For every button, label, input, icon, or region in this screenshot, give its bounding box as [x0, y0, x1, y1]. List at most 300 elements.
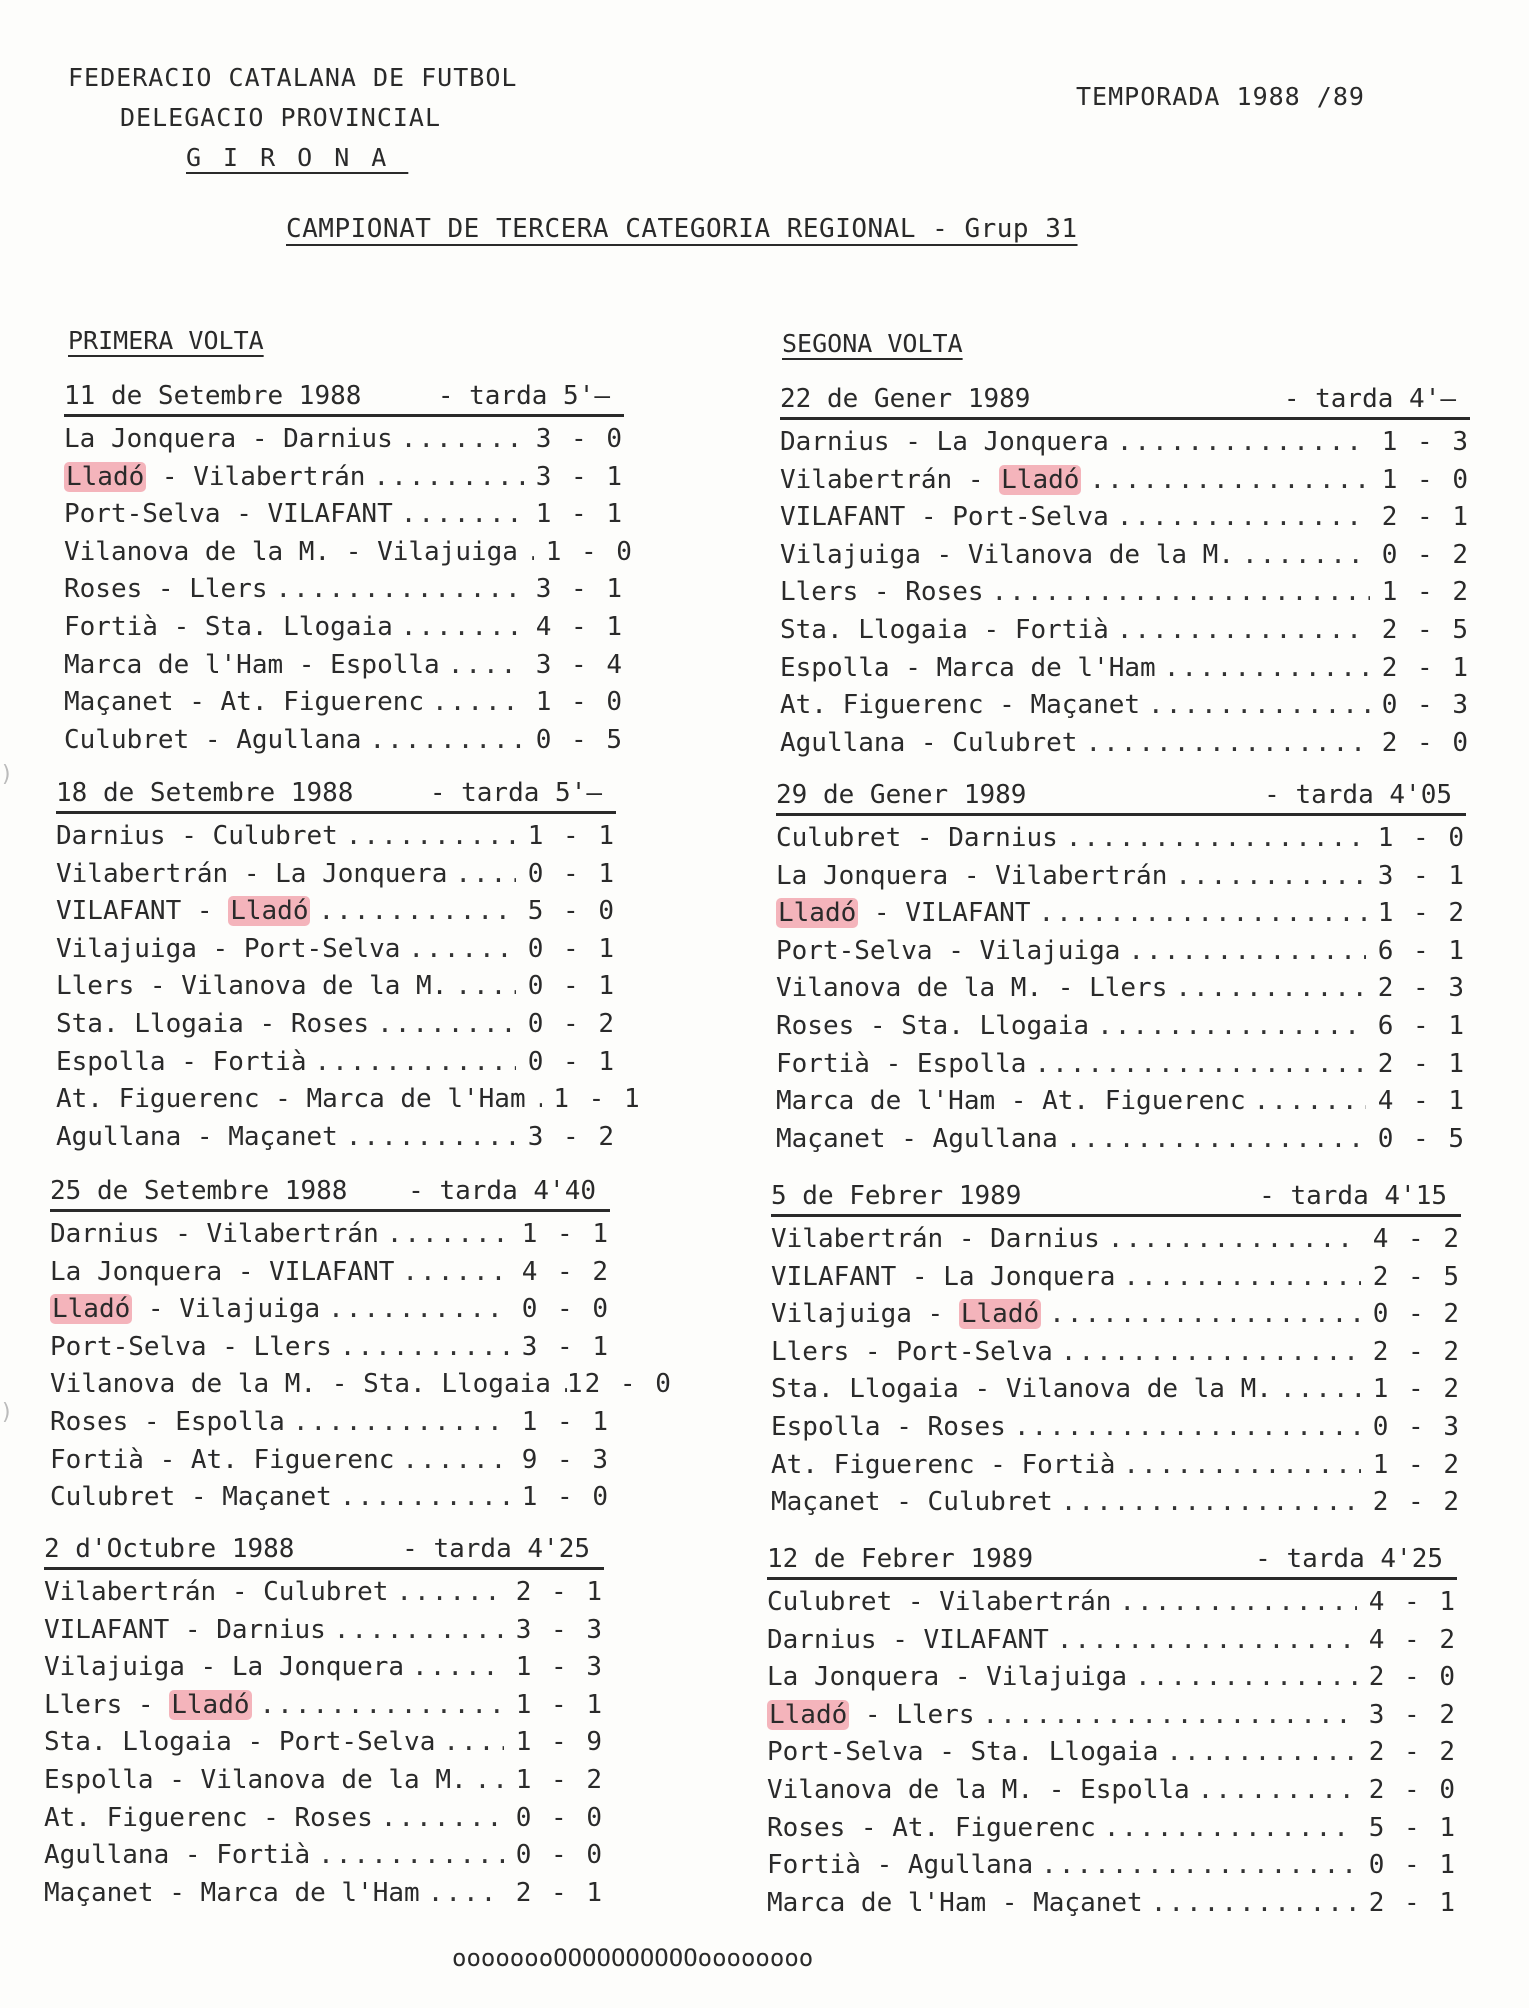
team-name: Vilabertrán: [780, 464, 953, 495]
championship-title: CAMPIONAT DE TERCERA CATEGORIA REGIONAL - Grup 31: [286, 214, 1078, 244]
team-name: La Jonquera: [943, 1261, 1116, 1292]
match-score: 12 - 0: [566, 1369, 673, 1400]
match-teams: Llers - Vilanova de la M.: [56, 971, 448, 1002]
match-teams: La Jonquera - Vilabertrán: [776, 860, 1168, 891]
dot-leader: [1234, 537, 1370, 575]
team-name: Sta. Llogaia: [204, 611, 393, 642]
match-score: 2 - 1: [1377, 1048, 1466, 1079]
match-score: 0 - 1: [527, 971, 616, 1002]
match-score: 4 - 1: [1377, 1086, 1466, 1117]
team-name: Sta. Llogaia: [44, 1727, 232, 1758]
match-teams: Vilabertrán - La Jonquera: [56, 858, 448, 889]
match-row: [56, 968, 616, 1006]
team-name: Maçanet: [64, 687, 174, 718]
match-row: [767, 1885, 1457, 1923]
round-block: [776, 779, 1466, 1158]
team-name: Darnius: [216, 1614, 326, 1645]
match-score: 4 - 2: [1368, 1624, 1457, 1655]
match-teams: Agullana - Fortià: [44, 1840, 311, 1871]
dot-leader: [379, 1216, 510, 1254]
match-teams: La Jonquera - Vilajuiga: [767, 1662, 1128, 1693]
match-score: 2 - 0: [1368, 1662, 1457, 1693]
match-row: [56, 1006, 616, 1044]
team-name: Maçanet: [776, 1123, 886, 1154]
match-row: [776, 1046, 1466, 1084]
team-name: Sta. Llogaia: [780, 614, 968, 645]
team-name: Marca de l'Ham: [200, 1877, 420, 1908]
match-row: [780, 424, 1470, 462]
match-teams: Agullana - Maçanet: [56, 1121, 338, 1152]
match-row: [780, 574, 1470, 612]
match-teams: Lladó - Llers: [769, 1699, 975, 1730]
match-teams: Roses - Sta. Llogaia: [776, 1010, 1090, 1041]
match-score: 1 - 3: [1381, 427, 1470, 457]
match-score: 1 - 1: [535, 499, 624, 530]
match-score: 1 - 2: [1372, 1449, 1461, 1480]
match-score: 0 - 1: [527, 858, 616, 889]
round-header: [771, 1180, 1461, 1217]
match-teams: Sta. Llogaia - Fortià: [780, 614, 1109, 645]
round-header: [56, 777, 616, 814]
match-score: 1 - 0: [521, 1482, 610, 1513]
match-row: [776, 1083, 1466, 1121]
team-name: Fortià: [1021, 1449, 1116, 1480]
dot-leader: [1115, 1447, 1361, 1485]
match-teams: At. Figuerenc - Maçanet: [780, 690, 1141, 721]
match-score: 1 - 0: [1377, 823, 1466, 853]
dot-leader: [338, 818, 516, 856]
match-teams: Marca de l'Ham - Espolla: [64, 649, 440, 680]
match-teams: Maçanet - Agullana: [776, 1123, 1058, 1154]
team-name-highlighted: Lladó: [52, 1294, 131, 1325]
dot-leader: [420, 1875, 504, 1913]
match-teams: Sta. Llogaia - Port-Selva: [44, 1727, 436, 1758]
match-score: 2 - 5: [1381, 614, 1470, 645]
match-row: [767, 1847, 1457, 1885]
dot-leader: [268, 571, 524, 609]
match-row: [64, 496, 624, 534]
match-row: [767, 1810, 1457, 1848]
team-name: Maçanet: [222, 1482, 332, 1513]
match-row: [767, 1697, 1457, 1735]
dot-leader: [1077, 725, 1370, 763]
dot-leader: [306, 1044, 516, 1082]
team-name: Llers: [780, 577, 859, 608]
match-teams: Sta. Llogaia - Roses: [56, 1008, 370, 1039]
match-teams: Darnius - VILAFANT: [767, 1624, 1049, 1655]
team-name: VILAFANT: [923, 1624, 1049, 1655]
match-score: 0 - 1: [527, 933, 616, 964]
match-score: 0 - 3: [1372, 1411, 1461, 1442]
match-score: 1 - 0: [545, 536, 634, 567]
team-name: Agullana: [56, 1121, 182, 1152]
dot-leader: [393, 496, 524, 534]
dot-leader: [1109, 612, 1370, 650]
match-teams: Vilabertrán - Culubret: [44, 1577, 389, 1607]
match-score: 1 - 2: [515, 1764, 604, 1795]
match-score: 9 - 3: [521, 1444, 610, 1475]
team-name: Roses: [927, 1411, 1006, 1442]
team-name: Vilajuiga: [771, 1299, 912, 1330]
dot-leader: [435, 1724, 504, 1762]
match-row: [780, 687, 1470, 725]
match-row: [50, 1329, 610, 1367]
team-name: Roses: [905, 577, 984, 608]
dot-leader: [393, 421, 524, 459]
team-name: Llers: [253, 1331, 332, 1362]
match-row: [64, 421, 624, 459]
round-time: - tarda 4'15: [1259, 1181, 1447, 1211]
match-teams: At. Figuerenc - Marca de l'Ham: [56, 1084, 526, 1115]
dot-leader: [332, 1479, 510, 1517]
match-score: 0 - 3: [1381, 690, 1470, 721]
match-score: 1 - 1: [553, 1084, 642, 1115]
match-teams: La Jonquera - VILAFANT: [50, 1256, 395, 1287]
dot-leader: [1058, 820, 1366, 858]
dot-leader: [518, 534, 534, 572]
match-row: [44, 1800, 604, 1838]
match-teams: Port-Selva - Vilajuiga: [776, 935, 1121, 966]
match-teams: Llers - Lladó: [44, 1689, 250, 1720]
round-date: 18 de Setembre 1988: [56, 778, 354, 808]
match-score: 1 - 9: [515, 1727, 604, 1758]
match-score: 2 - 0: [1381, 727, 1470, 758]
dot-leader: [1272, 1371, 1361, 1409]
team-name: Culubret: [952, 727, 1078, 758]
round-date: 29 de Gener 1989: [776, 780, 1027, 810]
dot-leader: [1100, 1221, 1361, 1259]
round-time: - tarda 5'—: [437, 381, 610, 411]
match-row: [776, 970, 1466, 1008]
team-name: At. Figuerenc: [220, 687, 425, 718]
match-teams: Culubret - Agullana: [64, 724, 362, 755]
match-score: 3 - 0: [535, 424, 624, 454]
match-score: 1 - 0: [1381, 464, 1470, 495]
match-teams: Vilajuiga - Port-Selva: [56, 933, 401, 964]
team-name: Darnius: [283, 424, 393, 454]
dot-leader: [369, 1006, 516, 1044]
match-row: [56, 1119, 616, 1157]
match-teams: Lladó - Vilabertrán: [66, 461, 366, 492]
match-score: 1 - 1: [521, 1219, 610, 1249]
match-score: 2 - 1: [515, 1577, 604, 1607]
team-name: Fortià: [1014, 614, 1109, 645]
match-teams: Fortià - Espolla: [776, 1048, 1027, 1079]
match-row: [776, 933, 1466, 971]
match-row: [776, 1008, 1466, 1046]
round-block: [771, 1180, 1461, 1522]
round-time: - tarda 4'25: [1255, 1544, 1443, 1574]
match-teams: Espolla - Vilanova de la M.: [44, 1764, 467, 1795]
match-row: [780, 612, 1470, 650]
team-name: Espolla: [1080, 1774, 1190, 1805]
round-block: [767, 1543, 1457, 1922]
team-name: Fortià: [64, 611, 158, 642]
dot-leader: [394, 1254, 510, 1292]
team-name: Darnius: [948, 823, 1058, 853]
match-score: 2 - 2: [1372, 1487, 1461, 1518]
match-row: [44, 1574, 604, 1612]
match-score: 1 - 2: [1372, 1374, 1461, 1405]
team-name: La Jonquera: [936, 427, 1109, 457]
team-name: Llers: [771, 1336, 850, 1367]
team-name: Culubret: [263, 1577, 389, 1607]
match-score: 0 - 0: [515, 1840, 604, 1871]
team-name: At. Figuerenc: [1042, 1086, 1246, 1117]
team-name: Vilabertrán: [771, 1224, 944, 1254]
team-name: Culubret: [767, 1587, 893, 1617]
match-score: 6 - 1: [1377, 935, 1466, 966]
round-time: - tarda 5'—: [429, 778, 602, 808]
match-row: [50, 1216, 610, 1254]
team-name-highlighted: Lladó: [66, 461, 145, 492]
match-teams: Vilanova de la M. - Vilajuiga: [64, 536, 518, 567]
dot-leader: [404, 1649, 504, 1687]
match-score: 6 - 1: [1377, 1010, 1466, 1041]
round-date: 22 de Gener 1989: [780, 384, 1031, 414]
team-name: Vilabertrán: [44, 1577, 217, 1607]
match-row: [771, 1484, 1461, 1522]
team-name: Roses: [50, 1406, 129, 1437]
match-score: 3 - 3: [515, 1614, 604, 1645]
match-row: [771, 1371, 1461, 1409]
match-row: [64, 571, 624, 609]
match-teams: VILAFANT - Darnius: [44, 1614, 326, 1645]
match-teams: Vilanova de la M. - Llers: [776, 973, 1168, 1004]
match-teams: Maçanet - Culubret: [771, 1487, 1053, 1518]
match-teams: Vilajuiga - Lladó: [771, 1299, 1040, 1330]
match-score: 1 - 2: [1381, 577, 1470, 608]
team-name: Fortià: [767, 1850, 861, 1881]
dot-leader: [1081, 462, 1370, 500]
team-name: Vilajuiga: [979, 935, 1121, 966]
round-time: - tarda 4'—: [1283, 384, 1456, 414]
team-name-highlighted: Lladó: [171, 1689, 250, 1720]
match-row: [64, 459, 624, 497]
match-row: [767, 1622, 1457, 1660]
team-name: Maçanet: [228, 1121, 338, 1152]
team-name: Culubret: [776, 823, 902, 853]
team-name: Fortià: [50, 1444, 144, 1475]
match-teams: Darnius - La Jonquera: [780, 427, 1109, 457]
match-teams: Espolla - Fortià: [56, 1046, 307, 1077]
dot-leader: [424, 684, 524, 722]
match-score: 0 - 1: [527, 1046, 616, 1077]
match-score: 3 - 4: [535, 649, 624, 680]
team-name: Darnius: [990, 1224, 1100, 1254]
team-name: Port-Selva: [952, 502, 1109, 533]
team-name: Vilanova de la M.: [200, 1764, 467, 1795]
round-date: 25 de Setembre 1988: [50, 1176, 348, 1206]
team-name: VILAFANT: [780, 502, 906, 533]
team-name: Marca de l'Ham: [64, 649, 284, 680]
match-row: [771, 1221, 1461, 1259]
match-score: 4 - 2: [1372, 1224, 1461, 1254]
match-score: 2 - 1: [515, 1877, 604, 1908]
match-row: [56, 818, 616, 856]
match-teams: Llers - Port-Selva: [771, 1336, 1053, 1367]
match-teams: Port-Selva - Sta. Llogaia: [767, 1737, 1159, 1768]
team-name-highlighted: Lladó: [1001, 464, 1080, 495]
dot-leader: [393, 609, 524, 647]
team-name: VILAFANT: [44, 1614, 170, 1645]
team-name: Darnius: [780, 427, 890, 457]
team-name: Vilanova de la M.: [776, 973, 1043, 1004]
match-teams: Port-Selva - VILAFANT: [64, 499, 393, 530]
team-name: Vilajuiga: [179, 1294, 321, 1325]
team-name: Espolla: [330, 649, 440, 680]
match-score: 0 - 1: [1368, 1850, 1457, 1881]
match-teams: Roses - Llers: [64, 574, 268, 605]
dot-leader: [400, 931, 516, 969]
team-name: Agullana: [932, 1123, 1058, 1154]
match-row: [780, 499, 1470, 537]
match-score: 2 - 5: [1372, 1261, 1461, 1292]
match-score: 3 - 2: [1368, 1699, 1457, 1730]
match-score: 2 - 2: [1372, 1336, 1461, 1367]
team-name: VILAFANT: [267, 499, 393, 530]
dot-leader: [1053, 1334, 1361, 1372]
match-score: 4 - 1: [535, 611, 624, 642]
dot-leader: [1053, 1484, 1361, 1522]
match-row: [771, 1447, 1461, 1485]
team-name: Fortià: [216, 1840, 311, 1871]
match-teams: Maçanet - At. Figuerenc: [64, 687, 425, 718]
team-name: Agullana: [907, 1850, 1034, 1881]
team-name: Vilabertrán: [939, 1587, 1112, 1617]
match-row: [780, 537, 1470, 575]
team-name: Vilanova de la M.: [767, 1774, 1034, 1805]
dot-leader: [526, 1081, 542, 1119]
match-row: [767, 1659, 1457, 1697]
dot-leader: [1127, 1659, 1357, 1697]
round-time: - tarda 4'40: [408, 1176, 596, 1206]
match-teams: Espolla - Roses: [771, 1411, 1006, 1442]
team-name: Vilabertrán: [56, 858, 229, 889]
team-name: At. Figuerenc: [56, 1084, 260, 1115]
team-name: Vilajuiga: [56, 933, 197, 964]
federation-name: FEDERACIO CATALANA DE FUTBOL: [68, 63, 518, 92]
match-row: [776, 820, 1466, 858]
team-name: Espolla: [916, 1048, 1027, 1079]
dot-leader: [551, 1366, 567, 1404]
match-score: 2 - 2: [1368, 1737, 1457, 1768]
team-name: Culubret: [64, 724, 190, 755]
dot-leader: [1167, 970, 1366, 1008]
match-score: 2 - 1: [1381, 502, 1470, 533]
team-name: Vilanova de la M.: [64, 536, 331, 567]
match-teams: Vilabertrán - Darnius: [771, 1224, 1100, 1254]
match-score: 0 - 5: [535, 724, 624, 755]
team-name: At. Figuerenc: [771, 1449, 975, 1480]
team-name: Roses: [290, 1008, 370, 1039]
dot-leader: [338, 1119, 516, 1157]
match-teams: VILAFANT - La Jonquera: [771, 1261, 1116, 1292]
team-name: Culubret: [50, 1482, 176, 1513]
match-score: 1 - 1: [515, 1689, 604, 1720]
match-score: 1 - 1: [527, 821, 616, 851]
season-label: TEMPORADA 1988 /89: [1076, 82, 1365, 111]
team-name: Vilabertrán: [206, 1219, 379, 1249]
dot-leader: [1115, 1259, 1361, 1297]
round-date: 2 d'Octubre 1988: [44, 1534, 295, 1564]
team-name: Llers: [1089, 973, 1168, 1004]
team-name: Espolla: [771, 1411, 881, 1442]
team-name: VILAFANT: [905, 898, 1031, 929]
match-row: [44, 1612, 604, 1650]
match-teams: Maçanet - Marca de l'Ham: [44, 1877, 420, 1908]
dot-leader: [1049, 1622, 1357, 1660]
team-name: Agullana: [780, 727, 906, 758]
match-score: 5 - 1: [1368, 1812, 1457, 1843]
team-name: At. Figuerenc: [780, 690, 984, 721]
round-header: [776, 779, 1466, 816]
punch-hole-mark: ): [0, 762, 14, 787]
match-row: [64, 684, 624, 722]
city-name: GIRONA: [186, 143, 409, 172]
match-teams: Port-Selva - Llers: [50, 1331, 332, 1362]
match-row: [767, 1772, 1457, 1810]
match-row: [767, 1584, 1457, 1622]
match-teams: La Jonquera - Darnius: [64, 424, 393, 454]
dot-leader: [1109, 424, 1370, 462]
match-row: [44, 1762, 604, 1800]
team-name: Maçanet: [771, 1487, 881, 1518]
match-score: 2 - 3: [1377, 973, 1466, 1004]
match-score: 1 - 2: [1377, 898, 1466, 929]
match-row: [771, 1296, 1461, 1334]
dot-leader: [1143, 1885, 1357, 1923]
team-name: Maçanet: [1033, 1887, 1143, 1918]
team-name: Llers: [189, 574, 268, 605]
match-score: 1 - 1: [521, 1406, 610, 1437]
team-name: Vilajuiga: [377, 536, 518, 567]
dot-leader: [310, 893, 516, 931]
dot-leader: [1158, 1734, 1357, 1772]
match-row: [64, 722, 624, 760]
match-teams: At. Figuerenc - Roses: [44, 1802, 373, 1833]
match-row: [780, 462, 1470, 500]
federation-header: [68, 58, 517, 178]
team-name: VILAFANT: [269, 1256, 395, 1287]
team-name: Espolla: [44, 1764, 154, 1795]
team-name: La Jonquera: [767, 1662, 940, 1693]
team-name: Sta. Llogaia: [771, 1374, 959, 1405]
dot-leader: [1140, 687, 1370, 725]
team-name: Roses: [776, 1010, 855, 1041]
team-name: La Jonquera: [50, 1256, 223, 1287]
dot-leader: [1026, 1046, 1366, 1084]
team-name: Maçanet: [1030, 690, 1141, 721]
match-row: [776, 1121, 1466, 1159]
dot-leader: [984, 574, 1370, 612]
dot-leader: [252, 1687, 504, 1725]
punch-hole-mark: ): [0, 1400, 14, 1425]
match-teams: Roses - At. Figuerenc: [767, 1812, 1096, 1843]
dot-leader: [440, 647, 524, 685]
round-header: [64, 380, 624, 417]
team-name-highlighted: Lladó: [230, 896, 309, 927]
dot-leader: [1041, 1296, 1361, 1334]
segona-volta-title: SEGONA VOLTA: [782, 329, 963, 358]
team-name: Sta. Llogaia: [901, 1010, 1090, 1041]
team-name: VILAFANT: [771, 1261, 897, 1292]
dot-leader: [1190, 1772, 1357, 1810]
dot-leader: [1089, 1008, 1366, 1046]
match-score: 1 - 3: [515, 1652, 604, 1683]
match-row: [771, 1334, 1461, 1372]
team-name: Vilabertrán: [193, 461, 366, 492]
